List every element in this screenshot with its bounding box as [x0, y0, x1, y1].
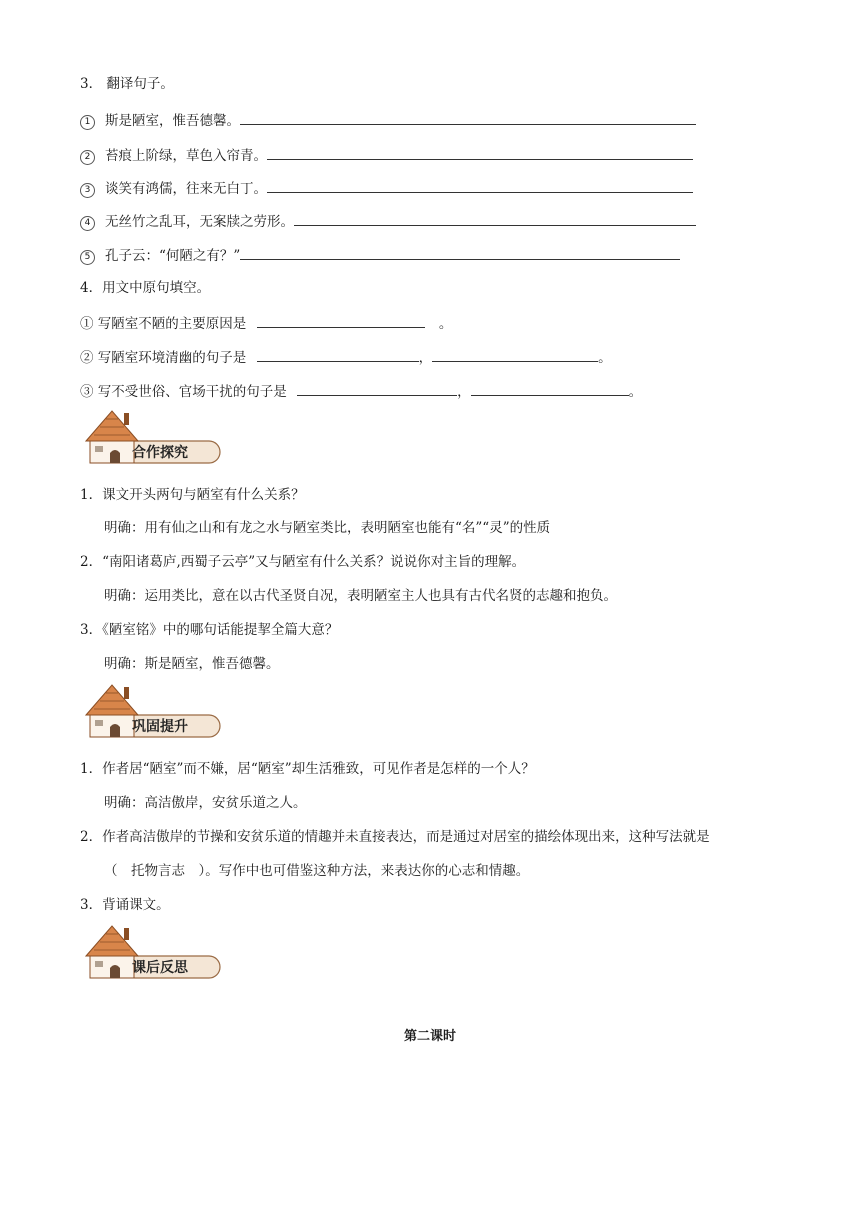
- answer-blank[interactable]: [267, 145, 693, 160]
- period: 。: [438, 316, 453, 332]
- circle-number: 4: [80, 216, 95, 231]
- fill-blank[interactable]: [297, 381, 457, 396]
- q3-item-text: 孔子云：“何陋之有？”: [105, 248, 241, 264]
- period: 。: [598, 350, 612, 366]
- fill-blank[interactable]: [257, 313, 425, 328]
- consolidate-q3: 3．背诵课文。: [80, 897, 170, 913]
- section-badge-cooperate: [80, 405, 226, 467]
- q4-item-3: [80, 381, 642, 401]
- q3-item-text: 苔痕上阶绿，草色入帘青。: [105, 148, 267, 164]
- comma: ，: [418, 350, 433, 366]
- q3-item-1: [80, 110, 696, 130]
- q3-item-4: [80, 211, 696, 231]
- consolidate-q2-line2: （ 托物言志 ）。写作中也可借鉴这种方法，来表达你的心志和情趣。: [104, 863, 530, 879]
- q3-item-5: [80, 245, 680, 265]
- cooperate-a1: 明确：用有仙之山和有龙之水与陋室类比，表明陋室也能有“名”“灵”的性质: [104, 520, 551, 536]
- fill-blank[interactable]: [257, 347, 419, 362]
- section-badge-consolidate: [80, 679, 226, 741]
- answer-blank[interactable]: [240, 245, 680, 260]
- q4-item-text: ① 写陋室不陋的主要原因是: [80, 316, 247, 332]
- q3-item-text: 斯是陋室，惟吾德馨。: [105, 113, 240, 129]
- consolidate-a1: 明确：高洁傲岸，安贫乐道之人。: [104, 795, 307, 811]
- section-title: 合作探究: [132, 445, 188, 461]
- q4-title: 4．用文中原句填空。: [80, 280, 211, 296]
- lesson-heading: 第二课时: [403, 1029, 456, 1044]
- cooperate-a2: 明确：运用类比，意在以古代圣贤自况，表明陋室主人也具有古代名贤的志趣和抱负。: [104, 588, 617, 604]
- section-badge-reflect: [80, 920, 226, 982]
- consolidate-q1: 1．作者居“陋室”而不嫌，居“陋室”却生活雅致，可见作者是怎样的一个人？: [80, 761, 535, 777]
- consolidate-q2-line1: 2．作者高洁傲岸的节操和安贫乐道的情趣并未直接表达，而是通过对居室的描绘体现出来，这种写法就是: [80, 829, 710, 845]
- circle-number: 5: [80, 250, 95, 265]
- q4-item-text: ③ 写不受世俗、官场干扰的句子是: [80, 384, 287, 400]
- answer-blank[interactable]: [240, 110, 696, 125]
- section-title: 课后反思: [132, 960, 188, 976]
- q3-item-3: [80, 178, 693, 198]
- cooperate-q2: 2．“南阳诸葛庐,西蜀子云亭”又与陋室有什么关系？说说你对主旨的理解。: [80, 554, 526, 570]
- period: 。: [628, 384, 643, 400]
- q4-item-1: [80, 313, 452, 333]
- comma: ，: [457, 384, 471, 400]
- answer-blank[interactable]: [267, 178, 693, 193]
- circle-number: 3: [80, 183, 95, 198]
- answer-blank[interactable]: [294, 211, 696, 226]
- fill-blank[interactable]: [471, 381, 629, 396]
- cooperate-a3: 明确：斯是陋室，惟吾德馨。: [104, 656, 280, 672]
- cooperate-q1: 1．课文开头两句与陋室有什么关系？: [80, 487, 305, 503]
- circle-number: 1: [80, 115, 95, 130]
- fill-blank[interactable]: [432, 347, 598, 362]
- q3-title: 3． 翻译句子。: [80, 76, 174, 92]
- cooperate-q3: 3．《陋室铭》中的哪句话能提挈全篇大意？: [80, 622, 339, 638]
- q4-item-text: ② 写陋室环境清幽的句子是: [80, 350, 247, 366]
- q4-item-2: [80, 347, 612, 367]
- q3-item-text: 谈笑有鸿儒，往来无白丁。: [105, 181, 267, 197]
- q3-item-2: [80, 145, 693, 165]
- q3-item-text: 无丝竹之乱耳，无案牍之劳形。: [105, 214, 294, 230]
- circle-number: 2: [80, 150, 95, 165]
- section-title: 巩固提升: [132, 719, 188, 735]
